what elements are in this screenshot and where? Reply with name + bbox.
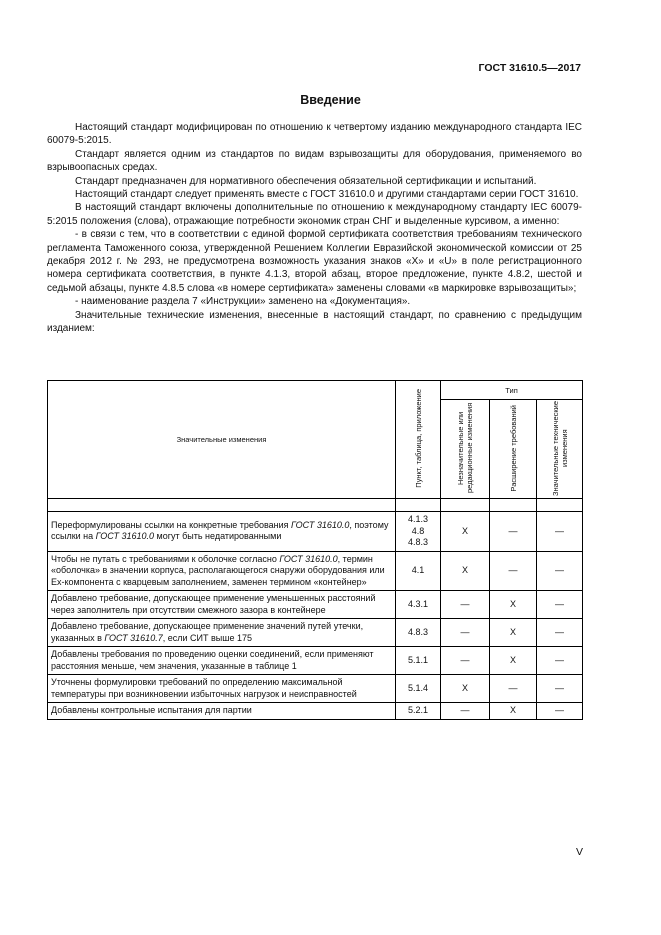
minor-cell: X — [441, 551, 490, 591]
clause-cell: 4.1.3 4.8 4.8.3 — [396, 512, 441, 552]
changes-table — [47, 380, 583, 720]
paragraph: - в связи с тем, что в соответствии с единой формой сертификата соответствия требованиям технического регламента Таможенного союза, утвержденной Решением Коллегии Евразийской экономической комиссии от 25 декабря 2012 г. № 293, не предусмотрена возможность указания знаков «X» и «U» в поле регистрационного номера сертификата соответствия, в пункте 4.1.3, второй абзац, второе предложение, пункте 4.8.2, шестой и седьмой абзацы, пункте 4.8.5 слова «в номере сертификата» заменены словами «в маркировке взрывозащиты»; — [47, 229, 582, 294]
change-description: Добавлены требования по проведению оценки соединений, если применяют расстояния меньше, чем значения, указанные в таблице 1 — [48, 647, 396, 675]
extension-cell: X — [490, 619, 537, 647]
clause-cell: 4.1 — [396, 551, 441, 591]
change-description: Чтобы не путать с требованиями к оболочке согласно ГОСТ 31610.0, термин «оболочка» в значении корпуса, располагающегося снаружи оборудования или Ex-компонента с кварцевым заполнением, заменен термином «контейнер» — [48, 551, 396, 591]
extension-cell: X — [490, 591, 537, 619]
major-cell: — — [537, 703, 583, 720]
table-row — [48, 551, 583, 591]
major-cell: — — [537, 619, 583, 647]
extension-cell: — — [490, 675, 537, 703]
paragraph: Стандарт предназначен для нормативного обеспечения обязательной сертификации и испытаний. — [75, 175, 537, 187]
extension-cell: — — [490, 551, 537, 591]
page-number: V — [575, 846, 583, 858]
extension-cell: X — [490, 647, 537, 675]
major-cell: — — [537, 512, 583, 552]
header-changes: Значительные изменения — [48, 381, 396, 499]
table-row — [48, 675, 583, 703]
change-description: Уточнены формулировки требований по определению максимальной температуры при возникновении избыточных нагрузок и неисправностей — [48, 675, 396, 703]
extension-cell: X — [490, 703, 537, 720]
paragraph: Настоящий стандарт следует применять вместе с ГОСТ 31610.0 и другими стандартами серии ГОСТ 31610. — [75, 189, 579, 201]
table-row — [48, 591, 583, 619]
clause-cell: 5.1.1 — [396, 647, 441, 675]
major-cell: — — [537, 647, 583, 675]
clause-cell: 5.1.4 — [396, 675, 441, 703]
minor-cell: X — [441, 675, 490, 703]
table-row — [48, 512, 583, 552]
change-description: Добавлено требование, допускающее применение значений путей утечки, указанных в ГОСТ 31610.7, если СИТ выше 175 — [48, 619, 396, 647]
change-description: Переформулированы ссылки на конкретные требования ГОСТ 31610.0, поэтому ссылки на ГОСТ 31610.0 могут быть недатированными — [48, 512, 396, 552]
major-cell: — — [537, 675, 583, 703]
minor-cell: — — [441, 591, 490, 619]
paragraph: Настоящий стандарт модифицирован по отношению к четвертому изданию международного стандарта IEC 60079-5:2015. — [47, 122, 582, 147]
major-cell: — — [537, 591, 583, 619]
minor-cell: — — [441, 619, 490, 647]
minor-cell: — — [441, 647, 490, 675]
header-extension: Расширение требований — [490, 400, 537, 499]
section-title: Введение — [300, 93, 361, 107]
header-type: Тип — [441, 381, 583, 400]
spacer-row — [48, 499, 583, 512]
table-row — [48, 647, 583, 675]
major-cell: — — [537, 551, 583, 591]
clause-cell: 4.3.1 — [396, 591, 441, 619]
document-code: ГОСТ 31610.5—2017 — [478, 62, 581, 74]
minor-cell: X — [441, 512, 490, 552]
header-clause: Пункт, таблица, приложение — [396, 381, 441, 499]
clause-cell: 5.2.1 — [396, 703, 441, 720]
table-row — [48, 703, 583, 720]
paragraph: В настоящий стандарт включены дополнительные по отношению к международному стандарту IEC 60079-5:2015 положения (слова), отражающие потребности экономик стран СНГ и выделенные курсивом, а именно: — [47, 202, 582, 227]
minor-cell: — — [441, 703, 490, 720]
paragraph: - наименование раздела 7 «Инструкции» заменено на «Документация». — [75, 296, 411, 308]
paragraph: Стандарт является одним из стандартов по видам взрывозащиты для оборудования, применяемого во взрывоопасных средах. — [47, 148, 582, 174]
change-description: Добавлено требование, допускающее применение уменьшенных расстояний через заполнитель при отсутствии смежного зазора в контейнере — [48, 591, 396, 619]
paragraph: Значительные технические изменения, внесенные в настоящий стандарт, по сравнению с предыдущим изданием: — [47, 309, 582, 335]
extension-cell: — — [490, 512, 537, 552]
header-major: Значительные технические изменения — [537, 400, 583, 499]
change-description: Добавлены контрольные испытания для партии — [48, 703, 396, 720]
table-row — [48, 619, 583, 647]
introduction-text — [47, 121, 582, 336]
header-minor: Незначительные или редакционные изменения — [441, 400, 490, 499]
clause-cell: 4.8.3 — [396, 619, 441, 647]
